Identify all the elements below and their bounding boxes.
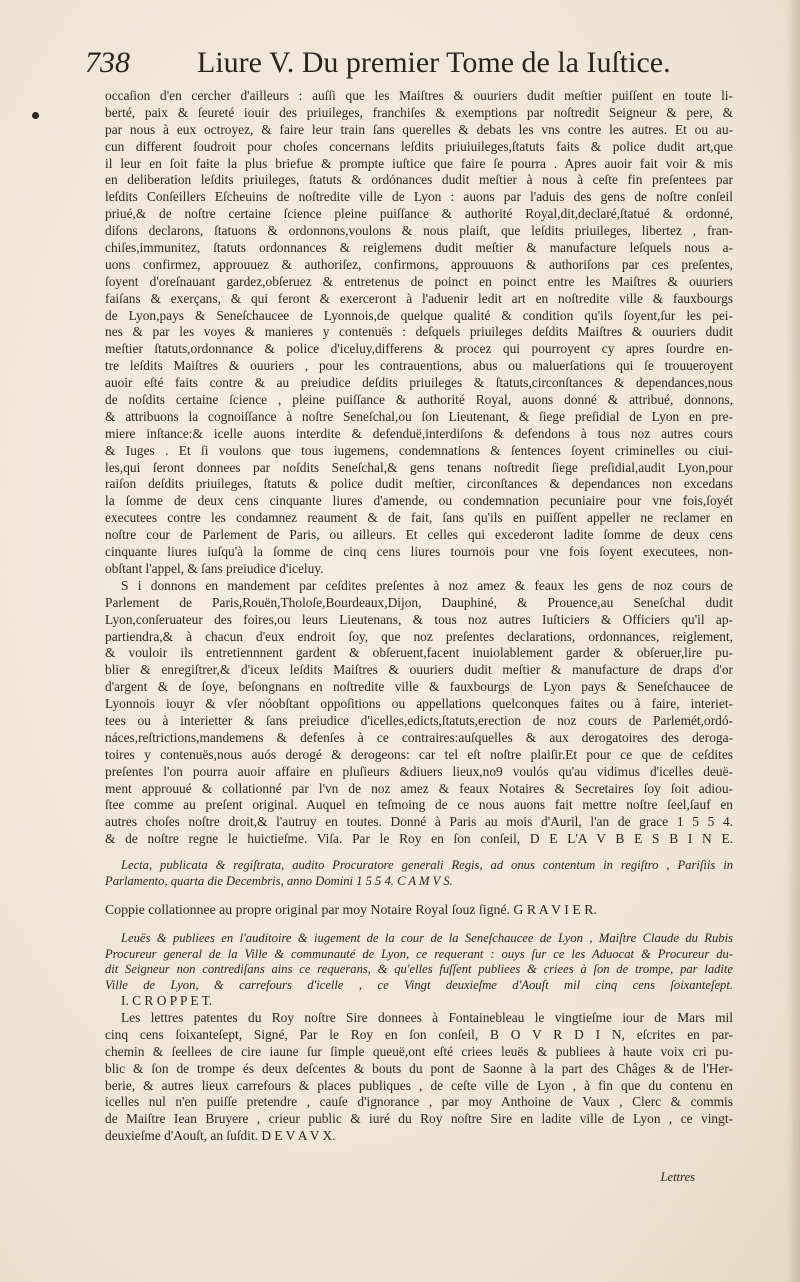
text-line: ment approuué & collationné par l'vn de noz amez & feaux Notaires & Secretaires ſoy ſoit adiou- [105,780,733,796]
text-line: autres choſes noſtre droit,& l'autruy en toutes. Donné à Paris au mois d'Auril, l'an de grace 1 5 5 4. [105,814,733,830]
text-line: cinq cens ſoixanteſept, Signé, Par le Roy en ſon conſeil, B O V R D I N, eſcrites en par- [105,1026,733,1042]
text-line: de Maiſtre Iean Bruyere , crieur public & iuré du Roy noſtre Sire en ladite ville de Lyon , ce vingt- [105,1111,733,1127]
text-line: & Iuges . Et ſi voulons que tous iugemens, condemnations & ſentences ſoyent criminelles ou ciui- [105,442,733,458]
text-line: par nous à eux octroyez, & faire leur train ſans querelles & debats les vns contre les autres. Et ou au- [105,121,733,137]
text-line: diſons declarons, ſtatuons & ordonnons,voulons & nous plaiſt, que leſdits priuileges, libertez , fran- [105,223,733,239]
text-line: uons confirmez, approuuez & authoriſez, confirmons, approuuons & authoriſons par ces preſentes, [105,256,733,272]
text-line: la ſomme de deux cens cinquante liures d'amende, ou condemnation pecuniaire pour vne fois,ſoyét [105,493,733,509]
text-line: Ville de Lyon, & carrefours d'icelle , ce Vingt deuxieſme d'Aouſt mil cinq cens ſoixanteſept. [105,977,733,992]
text-line: dit Seigneur non contrediſans ains ce requerans, & qu'elles fuſſent publiees & criees à ſon de trompe, par ladite [105,962,733,977]
text-line: chiſes,immunitez, ſtatuts ordonnances & reiglemens dudit meſtier & manufacture leſquels nous a- [105,240,733,256]
text-line: Lyonnois iouyr & vſer nóobſtant oppoſitions ou appellations quelconques faites ou à faire, interiet- [105,696,733,712]
paragraph-3 [105,1010,733,1145]
text-line: obſtant l'appel, & ſans preiudice d'iceluy. [105,560,324,576]
text-line: faiſans & exerçans, & qui feront & exerceront à l'aduenir ledit art en noſtredite ville & fauxbourgs [105,290,733,306]
text-line: Parlamento, quarta die Decembris, anno Domini 1 5 5 4. C A M V S. [105,873,453,888]
paragraph-2 [105,578,733,848]
page-gutter-shadow [786,0,800,1282]
text-line: chemin & ſeellees de cire iaune ſur ſimple queuë,ont eſté criees leuës & publiees à haute voix cri pu- [105,1043,733,1059]
text-line: Leuës & publiees en l'auditoire & iugement de la cour de la Seneſchaucee de Lyon , Maiſtre Claude du Rubis [121,931,733,946]
text-line: Lecta, publicata & regiſtrata, audito Procuratore generali Regis, ad onus contentum in regiſtro , Pariſiis in [121,858,733,873]
text-line: cun different ſoudroit pour choſes concernans leſdits priuiuileges,ſtatuts faits & police dudit art,que [105,138,733,154]
registration-parlement [105,858,733,889]
text-line: en deliberation leſdits priuileges, ſtatuts & ordónances dudit meſtier à nous à ceſte fin preſentees par [105,172,733,188]
text-line: icelles nul n'en puiſſe pretendre , cauſe d'ignorance , par moy Anthoine de Vaux , Clerc & commis [105,1094,733,1110]
text-line: de noſdits certaine ſcience , pleine puiſſance & authorité Royal, auons donné & attribué, donnons, [105,392,733,408]
text-line: il leur en ſoit faite la plus briefue & prompte iuſtice que faire ſe pourra . Apres auoir fait voir & mis [105,155,733,171]
text-line: náces,reſtrictions,mandemens & defenſes à ce contraires:auſquelles & aux derogatoires des deroga- [105,729,733,745]
text-line: tees ou à interietter & ſans preiudice d'icelles,edicts,ſtatuts,erection de noz cours de Parlemét,ordó- [105,712,733,728]
text-line: berie, & autres lieux carrefours & places publiques , de ceſte ville de Lyon , à fin que du contenu en [105,1077,733,1093]
text-line: berté, paix & ſeureté iouir des priuileges, franchiſes & exemptions par noſtredit Seigneur & pere, & [105,104,733,120]
text-line: Lyon,conſeruateur des foires,ou leurs Lieutenans, & tous noz autres Iuſticiers & Officiers qu'il ap- [105,611,733,627]
text-line: S i donnons en mandement par ceſdites preſentes à noz amez & feaux les gens de noz cours de [121,577,733,593]
text-line: preſentes l'on pourra auoir affaire en pluſieurs &diuers lieux,no9 voulós qu'au vidimus d'icelles deuë- [105,763,733,779]
text-line: occaſion d'en cercher d'ailleurs : auſſi que les Maiſtres & ouuriers dudit meſtier puiſſent en toute li- [105,88,733,103]
text-line: Les lettres patentes du Roy noſtre Sire donnees à Fontainebleau le vingtieſme iour de Mars mil [121,1009,733,1025]
paragraph-1 [105,88,733,578]
text-line: & attribuons la cognoiſſance à noſtre Seneſchal,ou ſon Lieutenant, & ſiege preſidial de Lyon en pre- [105,408,733,424]
text-line: & de noſtre regne le huictieſme. Viſa. Par le Roy en ſon conſeil, D E L'A V B E S B I N E. [105,831,733,847]
page-number: 738 [85,46,130,79]
text-line: Procureur general de la Ville & communauté de Lyon, ce requerant : ouys ſur ce les Aduocat & Procureur du- [105,946,733,961]
page-header [85,44,675,88]
text-line: auoir eſté faits contre & au preiudice deſdits priuileges & ſtatuts,circonſtances & dependances,nous [105,375,733,391]
text-line: miere inſtance:& icelle auons interdite & defenduë,interdiſons & defendons à tous noz autres cours [105,425,733,441]
catchword: Lettres [660,1170,695,1184]
text-line: partiendra,& à chacun d'eux endroit ſoy, que noz preſentes declarations, ordonnances, reiglement, [105,628,733,644]
text-line: ſtee comme au preſent original. Auquel en teſmoing de ce nous auons fait mettre noſtre ſeel,ſauf en [105,797,733,813]
text-line: cinquante liures iuſqu'à la ſomme de cinq cens liures tournois pour vne fois ſoyent executees, non- [105,544,733,560]
text-line: executees contre les condamnez reaument & de fait, ſans qu'ils en puiſſent appeller ne reclamer en [105,510,733,526]
text-line: toires y contenuës,nous auós derogé & derogeons: car tel eſt noſtre plaiſir.Et pour ce que de ceſdites [105,746,733,762]
text-line: noſtre cour de Parlement de Paris, ou ailleurs. Et celles qui excederont ladite ſomme de deux cens [105,527,733,543]
text-line: Parlement de Paris,Rouën,Tholoſe,Bourdeaux,Dijon, Dauphiné, & Prouence,au Seneſchal dudit [105,594,733,610]
text-line: raiſon deſdits priuileges, ſtatuts & police dudit meſtier, circonſtances & dependances non excedans [105,476,733,492]
running-title: Liure V. Du premier Tome de la Iuſtice. [197,46,671,79]
text-line: de Lyon,pays & Seneſchaucee de Lyonnois,de quelque qualité & condition qu'ils ſoyent,ſur les pei- [105,307,733,323]
text-line: blic & ſon de trompe és deux deſcentes & bouts du pont de Saonne à la part des Châges & de l'Her- [105,1060,733,1076]
text-line: deuxieſme d'Aouſt, an ſuſdit. D E V A V X. [105,1128,336,1144]
copie-collationnee: Coppie collationnee au propre original par moy Notaire Royal ſouz ſigné. G R A V I E R. [105,902,597,918]
text-line: d'argent & de ſoye, beſongnans en noſtredite ville & fauxbourgs de Lyon pays & Seneſchaucee de [105,679,733,695]
main-text [105,88,733,1145]
signature-croppet: I. C R O P P E T. [121,993,213,1009]
text-line: tre leſdits Maiſtres & ouuriers , pour les contrauentions, abus ou maluerſations qui ſe trouueroyent [105,358,733,374]
registration-seneschaucee [105,931,733,993]
text-line: les,qui ſeront donnees par noſdits Seneſchal,& gens tenans noſtredit ſiege preſidial,audit Lyon,pour [105,459,733,475]
text-line: ſoyent d'oreſnauant gardez,obſeruez & entretenus de poinct en poinct entre les Maiſtres & ouuriers [105,273,733,289]
text-line: blier & enregiſtrer,& d'iceux leſdits Maiſtres & ouuriers dudit meſtier & manufacture de draps d'or [105,662,733,678]
text-line: meſtier ſtatuts,ordonnance & police d'iceluy,differens & procez qui pourroyent cy apres ſourdre en- [105,341,733,357]
text-line: priué,& de noſtre certaine ſcience pleine puiſſance & authorité Royal,dit,declaré,ſtatué & ordonné, [105,206,733,222]
margin-dot-mark [32,112,39,119]
text-line: leſdits Conſeillers Eſcheuins de noſtredite ville de Lyon : auons par l'aduis des gens de noſtre conſeil [105,189,733,205]
text-line: & vouloir ils entretiennnent gardent & obſeruent,facent inuiolablement garder & obſeruer,lire pu- [105,645,733,661]
text-line: nes & par les voyes & manieres y contenuës : deſquels priuileges deſdits Maiſtres & ouuriers dudit [105,324,733,340]
